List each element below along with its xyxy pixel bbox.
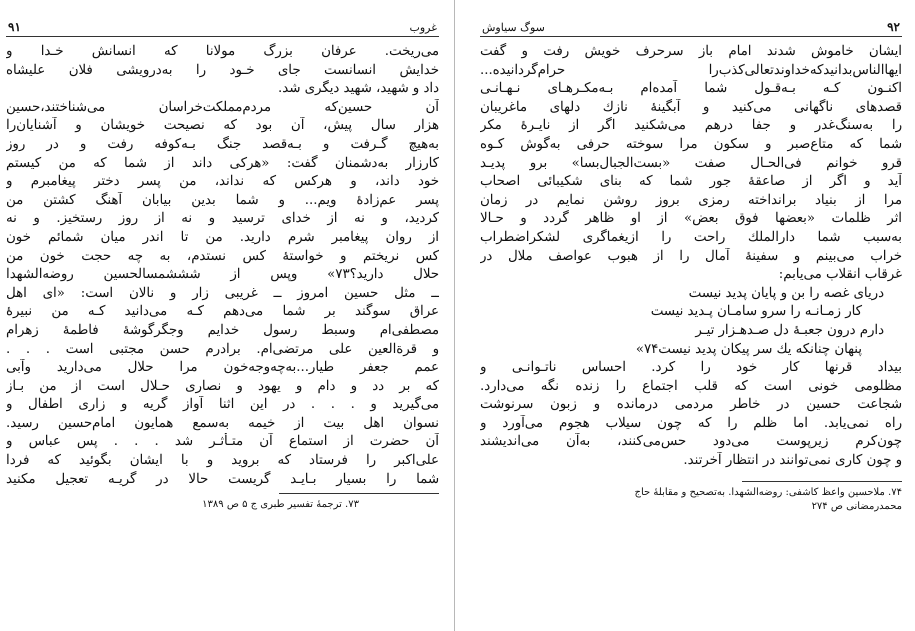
text-line: حلال دارید؟۷۳» وپس از شششمسالحسین روضه‌الشهدا [6, 267, 439, 283]
text-line: داد و شهید، شهید دیگری شد. [278, 81, 439, 97]
text-line: اکنـون کـه بـه‌قـول شما آمده‌ام بـه‌مکـرهـای نـهـانـی [480, 81, 902, 97]
left-page-header [6, 18, 439, 37]
text-line: آن حسین‌که مردم‌مملکت‌خراسان می‌شناختند،حسین [6, 99, 439, 115]
text-line: هزار سال پیش، آن بود که نصیحت خویشان و آشنایان‌را [6, 118, 439, 134]
footnote-line: ۷۴. ملاحسین واعظ کاشفی: روضه‌الشهدا. به‌تصحیح و مقابلهٔ حاج [634, 486, 902, 498]
running-title: غروب [409, 21, 437, 34]
footnote-rule [279, 493, 439, 494]
text-line: آن حضرت از استماع آن متـأثـر شد . . . پس عباس و [6, 434, 439, 450]
left-page-body [6, 37, 439, 489]
text-line: خراب می‌بینم و سفینهٔ آمال را از هبوب عواصف ملال در [480, 248, 902, 264]
verse-line: دارم درون جعبـهٔ دل صـدهـزار تیـر [695, 322, 884, 338]
footnote: ۷۳. ترجمهٔ تفسیر طبری ج ۵ ص ۱۳۸۹ [202, 499, 359, 511]
text-line: شجاعت حسین در خاطر مردمی درمانده و زبون سرنوشت [480, 397, 902, 413]
text-line: بیداد قرنها کار خود را کرد. احساس ناتـوانـی و [480, 360, 902, 376]
verse-line: کار زمـانـه را سرو سامـان پـدید نیست [650, 304, 862, 320]
page-gutter [454, 0, 455, 631]
text-line: چون‌کرم زیرپوست می‌دود حس‌می‌کنند، به‌آن می‌اندیشند [480, 434, 902, 450]
text-line: ایشان خاموش شدند امام باز سرحرف خویش رفت و گفت [480, 44, 902, 59]
text-line: مرا از بنیاد برانداخته رمزی بروز روشن نمایم در زمان [480, 192, 902, 208]
text-line: نسوان اهل بیت از خیمه به‌سمع همایون امام‌حسین رسید. [6, 415, 439, 431]
text-line: می‌ریخت. عرفان بزرگ مولانا که انسانش خـدا و [6, 44, 439, 59]
text-line: که بر دد و دام و یهود و نصاری حـلال است از من بـاز [6, 378, 439, 394]
text-line: کردید، و نه از خدای ترسید و نه از روز رستخیز. و نه [6, 211, 439, 227]
text-line: شما که متاع‌صبر و سکون مرا سوخته حرفی به‌گوش کـوه [480, 136, 902, 152]
text-line: پسر عم‌زادهٔ ویم... و شما بدین بیابان آهنگ کشتن من [6, 192, 439, 208]
left-page [6, 18, 439, 618]
text-line: و چون کاری نمی‌توانند در انتظار آخرتند. [683, 453, 902, 469]
verse-line: دریای غصه را بن و پایان پدید نیست [688, 285, 884, 301]
text-line: اثر ظلمات «بعضها فوق بعض» از او ظاهر گردد و حـالا [480, 211, 902, 227]
text-line: خدایش انسانست جای خـود را به‌درویشی فلان علیشاه [6, 62, 439, 78]
text-line: را به‌سنگ‌غدر و جفا درهم می‌شکنید اگر از نایـرهٔ مکر [480, 118, 902, 134]
right-page [480, 18, 902, 618]
text-line: به‌هیچ گـرفت و بـه‌قصد جنگ بـه‌کوفه رفت و در روز [6, 136, 439, 152]
footnote-rule [742, 481, 902, 482]
text-line: کارزار به‌دشمنان گفت: «هرکی داند از شما که من کیستم [6, 155, 439, 171]
text-line: به‌سبب شما دارالملك راحت را ازیغماگری لشکراضطراب [480, 229, 902, 245]
text-line: ــ مثل حسین امروز ــ غریبی زار و نالان است: «ای اهل [6, 285, 439, 301]
page-number: ۹۲ [887, 20, 900, 34]
page-number: ۹۱ [8, 20, 21, 34]
text-line: ایهاالناس‌بدانیدکه‌خداوندتعالی‌کذب‌را حرام‌گردانیده... [480, 62, 902, 78]
text-line: عمم جعفر طیار...به‌چه‌وجه‌خون مرا حلال می‌دارید وآبی [6, 360, 439, 376]
footnote-line: محمدرمضانی ص ۲۷۴ [811, 500, 902, 512]
running-title: سوگ سیاوش [482, 21, 545, 34]
text-line: راه نمی‌یابد. اما ظلم را که چون سیلاب هجوم می‌آورد و [480, 415, 902, 431]
text-line: غرقاب انقلاب می‌یابم: [778, 267, 902, 283]
text-line: و قرةالعین علی مرتضی‌ام. برادرم حسن مجتبی است . . . [6, 341, 439, 357]
right-page-body [480, 37, 902, 471]
text-line: مصطفی‌ام وسبط رسول خدایم وجگرگوشهٔ فاطمهٔ زهرام [6, 322, 439, 338]
text-line: کس نریختم و خواستهٔ کس نستدم، به چه حجت خون من [6, 248, 439, 264]
footnote [480, 486, 902, 514]
text-line: عراق سوگند بر شما می‌دهم کـه می‌دانید کـه من نبیرهٔ [6, 304, 439, 320]
verse-line: پنهان چنانکه یك سر پیکان پدید نیست۷۴» [635, 341, 862, 357]
text-line: می‌گیرید و . . . در این اثنا آواز گریه و زاری اطفال و [6, 397, 439, 413]
text-line: قرو خوانم فی‌الحـال صفت «بست‌الجبال‌بسا» برو پدیـد [480, 155, 902, 171]
text-line: آید و اگر از صاعقهٔ جور شما که بنای شکیبائی اصحاب [480, 174, 902, 190]
text-line: مظلومی خونی است که قلب اجتماع را زنده نگه می‌دارد. [480, 378, 902, 394]
right-page-header [480, 18, 902, 37]
text-line: خود داند، و هرکس که نداند، من پسر دختر پیغامبرم و [6, 174, 439, 190]
text-line: شما را بسیار بـایـد گریست حالا در گریـه تعجیل مکنید [6, 471, 439, 487]
text-line: علی‌اکبر را فرستاد که بروید و با ایشان بگوئید که فردا [6, 453, 439, 469]
text-line: از روان پیغامبر شرم دارید. من تا اندر میان شمائم خون [6, 229, 439, 245]
text-line: قصدهای ناگهانی می‌کنید و آبگینهٔ نازك دلهای ماغریبان [480, 99, 902, 115]
